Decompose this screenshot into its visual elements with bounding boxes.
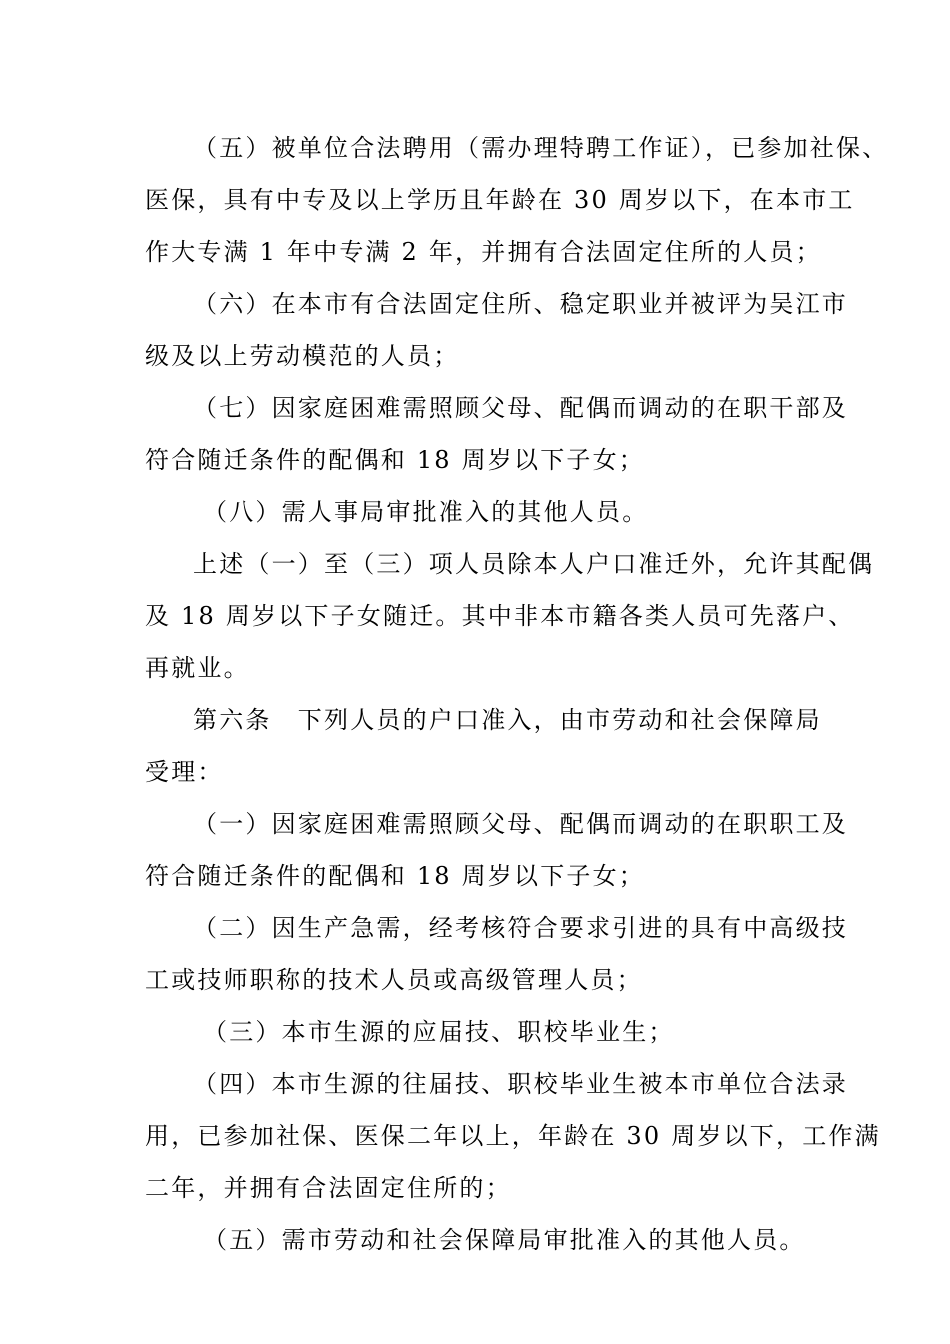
document-body: [145, 122, 889, 1266]
article-heading-line: 第六条 下列人员的户口准入，由市劳动和社会保障局: [193, 706, 822, 734]
paragraph-line: （三）本市生源的应届技、职校毕业生；: [203, 1018, 675, 1046]
paragraph-line: （六）在本市有合法固定住所、稳定职业并被评为吴江市: [193, 290, 848, 318]
paragraph-line: 医保，具有中专及以上学历且年龄在 30 周岁以下，在本市工: [145, 186, 855, 214]
paragraph-line: 及 18 周岁以下子女随迁。其中非本市籍各类人员可先落户、: [145, 602, 855, 630]
paragraph-line: 受理：: [145, 758, 224, 786]
paragraph-line: （五）被单位合法聘用（需办理特聘工作证），已参加社保、: [193, 134, 889, 162]
paragraph-line: （七）因家庭困难需照顾父母、配偶而调动的在职干部及: [193, 394, 848, 422]
paragraph-line: 符合随迁条件的配偶和 18 周岁以下子女；: [145, 446, 645, 474]
paragraph-line: 再就业。: [145, 654, 250, 682]
paragraph-line: （八）需人事局审批准入的其他人员。: [203, 498, 649, 526]
paragraph-line: （四）本市生源的往届技、职校毕业生被本市单位合法录: [193, 1070, 848, 1098]
paragraph-line: 上述（一）至（三）项人员除本人户口准迁外，允许其配偶: [193, 550, 875, 578]
paragraph-line: （二）因生产急需，经考核符合要求引进的具有中高级技: [193, 914, 848, 942]
paragraph-line: 符合随迁条件的配偶和 18 周岁以下子女；: [145, 862, 645, 890]
paragraph-line: 作大专满 1 年中专满 2 年，并拥有合法固定住所的人员；: [145, 238, 822, 266]
paragraph-line: （五）需市劳动和社会保障局审批准入的其他人员。: [203, 1226, 806, 1254]
paragraph-line: 二年，并拥有合法固定住所的；: [145, 1174, 512, 1202]
paragraph-line: 工或技师职称的技术人员或高级管理人员；: [145, 966, 643, 994]
paragraph-line: 级及以上劳动模范的人员；: [145, 342, 460, 370]
paragraph-line: 用，已参加社保、医保二年以上，年龄在 30 周岁以下，工作满: [145, 1122, 881, 1150]
paragraph-line: （一）因家庭困难需照顾父母、配偶而调动的在职职工及: [193, 810, 848, 838]
